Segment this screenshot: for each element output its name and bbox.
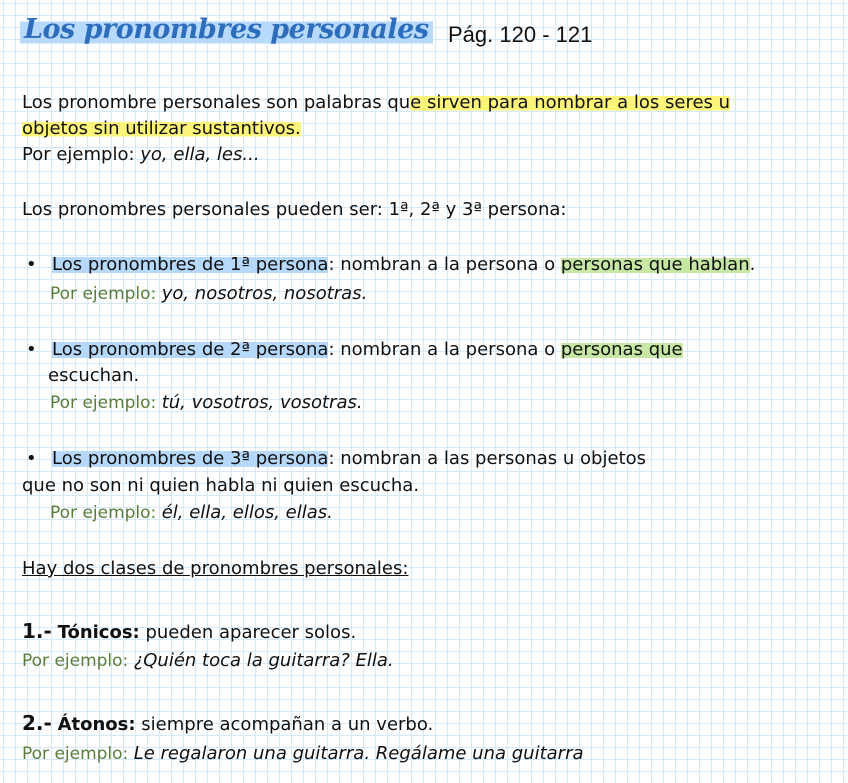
- intro-text: Los pronombre personales son palabras qu: [22, 92, 411, 113]
- classes-heading: Hay dos clases de pronombres personales:: [22, 558, 409, 579]
- class-2-example: [22, 741, 584, 767]
- bullet-term: Los pronombres de 1ª persona: [52, 254, 329, 275]
- intro-highlight-2: objetos sin utilizar sustantivos.: [22, 118, 301, 139]
- intro-line-2: [22, 116, 301, 142]
- class-name: Tónicos:: [57, 622, 140, 643]
- example-label: Por ejemplo:: [22, 744, 134, 764]
- bullet-dot-icon: •: [26, 339, 37, 360]
- example-values: él, ella, ellos, ellas.: [161, 502, 333, 523]
- page-title: [20, 14, 433, 45]
- bullet-dot-icon: •: [26, 448, 37, 469]
- example-label: Por ejemplo:: [50, 284, 162, 304]
- class-desc: pueden aparecer solos.: [139, 622, 357, 643]
- intro-example: [22, 142, 260, 168]
- bullet-desc: : nombran a la persona o: [328, 254, 561, 275]
- example-values: Le regalaron una guitarra. Regálame una guitarra: [133, 743, 584, 764]
- class-1-example: [22, 648, 394, 674]
- bullet-desc-end: .: [749, 254, 756, 275]
- bullet-dot-icon: •: [26, 254, 37, 275]
- title-text: Los pronombres personales: [20, 14, 433, 45]
- bullet-1: [22, 252, 755, 278]
- types-intro: Los pronombres personales pueden ser: 1ª, 2ª y 3ª persona:: [22, 199, 567, 220]
- example-label: Por ejemplo:: [22, 144, 141, 165]
- example-values: yo, ella, les...: [140, 144, 260, 165]
- bullet-1-example: [50, 281, 367, 307]
- bullet-2-line-2: escuchan.: [48, 365, 140, 386]
- example-label: Por ejemplo:: [22, 651, 134, 671]
- bullet-term: Los pronombres de 2ª persona: [52, 339, 329, 360]
- bullet-highlight: personas que: [560, 339, 683, 360]
- example-values: ¿Quién toca la guitarra? Ella.: [133, 650, 394, 671]
- bullet-desc: : nombran a las personas u objetos: [328, 448, 646, 469]
- intro-highlight: e sirven para nombrar a los seres u: [410, 92, 731, 113]
- bullet-3: [22, 446, 646, 472]
- page-reference: Pág. 120 - 121: [448, 22, 593, 47]
- class-number: 1.-: [22, 619, 52, 643]
- example-label: Por ejemplo:: [50, 503, 162, 523]
- bullet-2: [22, 337, 683, 363]
- example-values: yo, nosotros, nosotras.: [161, 283, 368, 304]
- bullet-3-line-2: que no son ni quien habla ni quien escucha.: [22, 475, 420, 496]
- bullet-desc: : nombran a la persona o: [328, 339, 561, 360]
- example-values: tú, vosotros, vosotras.: [161, 392, 363, 413]
- bullet-highlight: personas que hablan: [560, 254, 750, 275]
- bullet-3-example: [50, 500, 333, 526]
- example-label: Por ejemplo:: [50, 393, 162, 413]
- class-2: [22, 710, 433, 738]
- bullet-2-example: [50, 390, 363, 416]
- class-desc: siempre acompañan a un verbo.: [135, 714, 434, 735]
- bullet-term: Los pronombres de 3ª persona: [52, 448, 329, 469]
- class-number: 2.-: [22, 711, 52, 735]
- intro-line-1: [22, 90, 730, 116]
- class-name: Átonos:: [57, 714, 136, 735]
- class-1: [22, 618, 356, 646]
